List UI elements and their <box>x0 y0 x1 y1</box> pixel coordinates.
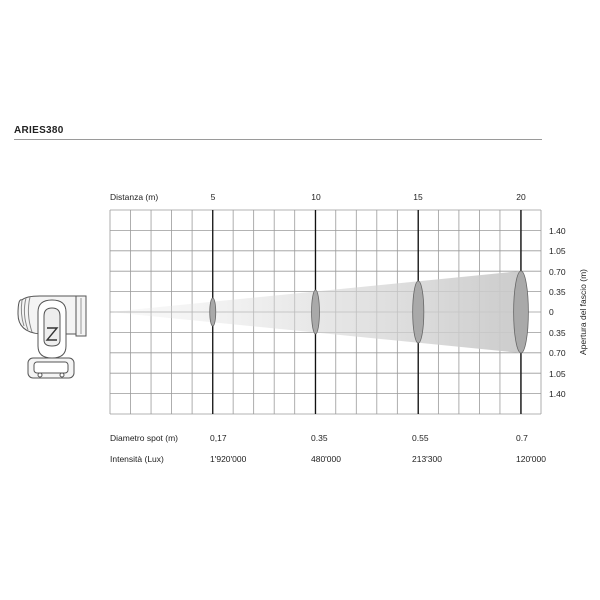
aperture-tick: 0 <box>549 307 554 317</box>
aperture-tick: 0.35 <box>549 328 566 338</box>
intensity-value: 1'920'000 <box>210 454 247 464</box>
distance-tick-20: 20 <box>516 192 526 202</box>
aperture-tick: 1.05 <box>549 246 566 256</box>
distance-tick-5: 5 <box>210 192 216 202</box>
intensity-row-label: Intensità (Lux) <box>110 454 164 464</box>
aperture-tick: 1.40 <box>549 226 566 236</box>
intensity-value: 480'000 <box>311 454 341 464</box>
fixture-icon <box>18 296 86 378</box>
spot-value: 0.55 <box>412 433 429 443</box>
aperture-tick: 0.70 <box>549 348 566 358</box>
aperture-tick: 0.35 <box>549 287 566 297</box>
product-title: ARIES380 <box>14 125 64 136</box>
distance-axis-label: Distanza (m) <box>110 192 159 202</box>
spot-ellipse <box>312 290 320 334</box>
aperture-tick: 1.05 <box>549 369 566 379</box>
distance-tick-15: 15 <box>413 192 423 202</box>
intensity-value: 213'300 <box>412 454 442 464</box>
aperture-tick: 0.70 <box>549 267 566 277</box>
spot-value: 0.7 <box>516 433 528 443</box>
spot-value: 0.35 <box>311 433 328 443</box>
spot-ellipse <box>413 281 424 343</box>
spot-value: 0,17 <box>210 433 227 443</box>
spot-ellipse <box>514 271 529 353</box>
spot-row-label: Diametro spot (m) <box>110 433 179 443</box>
distance-tick-10: 10 <box>311 192 321 202</box>
aperture-tick: 1.40 <box>549 389 566 399</box>
spot-ellipse <box>210 298 216 326</box>
intensity-value: 120'000 <box>516 454 546 464</box>
aperture-axis-label: Apertura del fascio (m) <box>578 269 588 355</box>
